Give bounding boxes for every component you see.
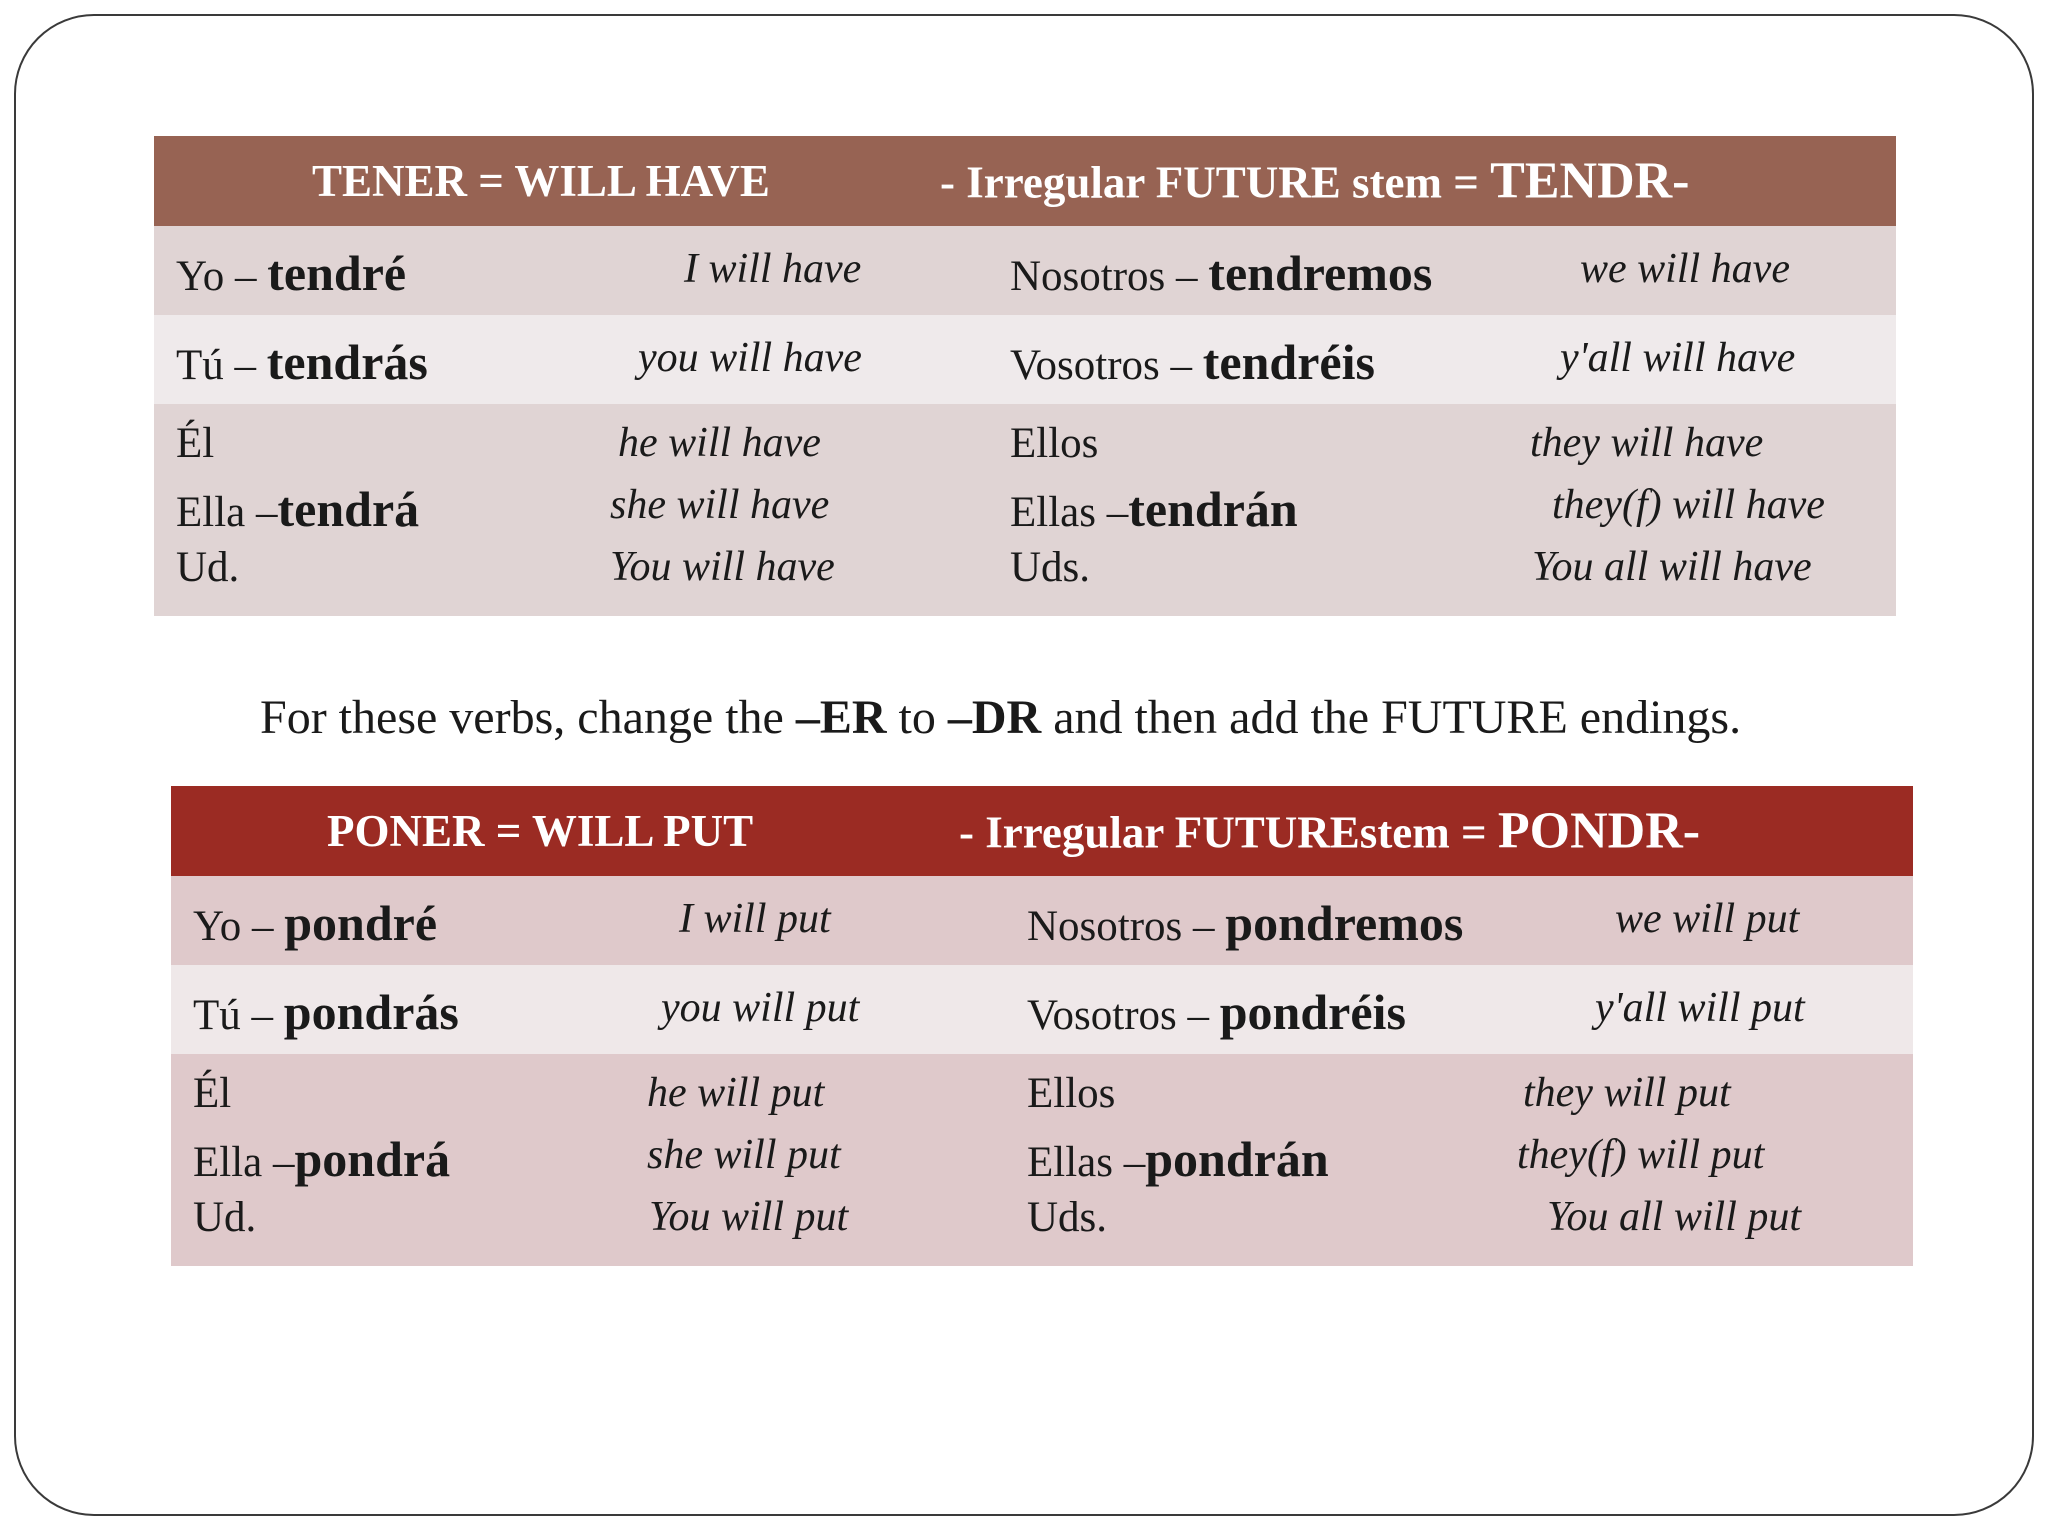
poner-el: Él — [193, 1070, 232, 1117]
tener-conjugation-table — [154, 136, 1896, 616]
tener-ellos-english: they will have — [1530, 420, 1764, 466]
tener-el-english: he will have — [618, 420, 821, 466]
tener-ellas — [1010, 481, 1298, 537]
tener-header-title: TENER = WILL HAVE — [312, 156, 770, 206]
pronoun-label: Vosotros – — [1027, 992, 1220, 1039]
poner-yo — [193, 895, 438, 951]
tener-vosotros-english: y'all will have — [1560, 335, 1796, 381]
pronoun-label: Tú – — [193, 992, 284, 1039]
poner-tu — [193, 984, 459, 1040]
tener-yo — [176, 245, 407, 301]
poner-ellos-english: they will put — [1523, 1070, 1731, 1116]
tener-nosotros — [1010, 245, 1433, 301]
note-text: For these verbs, change the — [260, 691, 796, 744]
pronoun-label: Ellas – — [1010, 489, 1129, 536]
tener-yo-english: I will have — [684, 246, 862, 292]
poner-row-third-person — [171, 1054, 1913, 1266]
pronoun-label: Ellas – — [1027, 1139, 1146, 1186]
pronoun-label: Nosotros – — [1027, 903, 1226, 950]
poner-conjugation-table — [171, 786, 1913, 1266]
poner-ud: Ud. — [193, 1194, 257, 1241]
poner-ellas-english: they(f) will put — [1517, 1132, 1765, 1178]
tener-tu-english: you will have — [638, 335, 862, 381]
tener-ud: Ud. — [176, 544, 240, 591]
note-text: and then add the FUTURE endings. — [1041, 691, 1742, 744]
tener-table-header — [154, 136, 1896, 226]
verb-form: tendrán — [1128, 481, 1298, 537]
poner-ellos: Ellos — [1027, 1070, 1116, 1117]
poner-ellas — [1027, 1131, 1329, 1187]
poner-ud-english: You will put — [649, 1194, 849, 1240]
tener-uds-english: You all will have — [1532, 544, 1812, 590]
poner-uds: Uds. — [1027, 1194, 1108, 1241]
tener-row-yo-nosotros — [154, 226, 1896, 315]
tener-el: Él — [176, 420, 215, 467]
pronoun-label: Yo – — [193, 903, 285, 950]
verb-form: tendré — [267, 245, 407, 301]
tener-ellos: Ellos — [1010, 420, 1099, 467]
tener-tu — [176, 334, 428, 390]
verb-form: tendréis — [1202, 334, 1375, 390]
verb-form: pondrán — [1145, 1131, 1329, 1187]
pronoun-label: Yo – — [176, 253, 268, 300]
poner-ella — [193, 1131, 451, 1187]
poner-vosotros-english: y'all will put — [1595, 985, 1805, 1031]
pronoun-label: Nosotros – — [1010, 253, 1209, 300]
poner-row-yo-nosotros — [171, 876, 1913, 965]
poner-nosotros — [1027, 895, 1464, 951]
instruction-note — [260, 690, 1741, 745]
poner-header-stem-prefix: - Irregular FUTUREstem = — [959, 807, 1498, 858]
note-dr: –DR — [947, 691, 1042, 744]
verb-form: tendremos — [1208, 245, 1433, 301]
poner-vosotros — [1027, 984, 1406, 1040]
poner-nosotros-english: we will put — [1615, 896, 1800, 942]
poner-ella-english: she will put — [647, 1132, 841, 1178]
poner-table-header — [171, 786, 1913, 876]
verb-form: pondré — [284, 895, 438, 951]
tener-header-stem-prefix: - Irregular FUTURE stem = — [940, 157, 1491, 208]
verb-form: pondréis — [1219, 984, 1406, 1040]
tener-row-tu-vosotros — [154, 315, 1896, 404]
pronoun-label: Ella – — [193, 1139, 295, 1186]
tener-nosotros-english: we will have — [1580, 246, 1790, 292]
poner-header-title: PONER = WILL PUT — [327, 806, 754, 856]
tener-header-stem: TENDR- — [1490, 152, 1690, 210]
tener-ud-english: You will have — [610, 544, 835, 590]
poner-yo-english: I will put — [679, 896, 831, 942]
poner-header-stem: PONDR- — [1497, 802, 1701, 860]
tener-ella-english: she will have — [610, 482, 830, 528]
verb-form: tendrá — [277, 481, 420, 537]
tener-header-stem-label — [940, 152, 1690, 211]
verb-form: pondrás — [283, 984, 459, 1040]
verb-form: pondrá — [294, 1131, 451, 1187]
verb-form: pondremos — [1225, 895, 1464, 951]
pronoun-label: Tú – — [176, 342, 267, 389]
poner-uds-english: You all will put — [1547, 1194, 1802, 1240]
note-text: to — [886, 691, 948, 744]
tener-uds: Uds. — [1010, 544, 1091, 591]
tener-vosotros — [1010, 334, 1375, 390]
poner-header-stem-label — [959, 802, 1700, 861]
poner-el-english: he will put — [647, 1070, 825, 1116]
pronoun-label: Ella – — [176, 489, 278, 536]
tener-row-third-person — [154, 404, 1896, 616]
poner-row-tu-vosotros — [171, 965, 1913, 1054]
tener-ella — [176, 481, 420, 537]
note-er: –ER — [795, 691, 887, 744]
verb-form: tendrás — [266, 334, 428, 390]
pronoun-label: Vosotros – — [1010, 342, 1203, 389]
poner-tu-english: you will put — [661, 985, 860, 1031]
tener-ellas-english: they(f) will have — [1552, 482, 1825, 528]
